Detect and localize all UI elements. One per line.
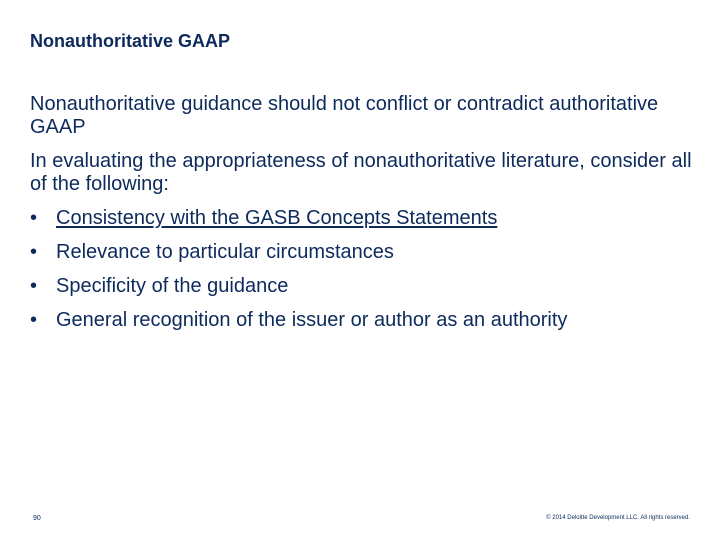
list-item xyxy=(30,309,700,332)
list-item xyxy=(30,207,700,230)
copyright-notice: © 2014 Deloitte Development LLC. All rights reserved. xyxy=(546,515,690,521)
intro-paragraph: Nonauthoritative guidance should not conflict or contradict authoritative GAAP xyxy=(30,93,659,138)
bullet-icon: • xyxy=(30,309,38,331)
criteria-list xyxy=(30,207,700,332)
list-item xyxy=(30,241,700,264)
bullet-icon: • xyxy=(30,241,38,263)
slide-body xyxy=(30,93,700,343)
bullet-icon: • xyxy=(30,275,38,297)
list-item xyxy=(30,275,700,298)
list-item-text: Relevance to particular circumstances xyxy=(56,241,394,263)
list-item-text: Specificity of the guidance xyxy=(56,275,289,297)
consistency-link[interactable]: Consistency with the GASB Concepts Statements xyxy=(56,207,498,229)
list-item-text: General recognition of the issuer or author as an authority xyxy=(56,309,568,331)
page-number: 90 xyxy=(33,515,41,522)
bullet-icon: • xyxy=(30,207,38,229)
slide-title: Nonauthoritative GAAP xyxy=(30,31,231,51)
criteria-paragraph: In evaluating the appropriateness of nonauthoritative literature, consider all of the following: xyxy=(30,150,692,195)
